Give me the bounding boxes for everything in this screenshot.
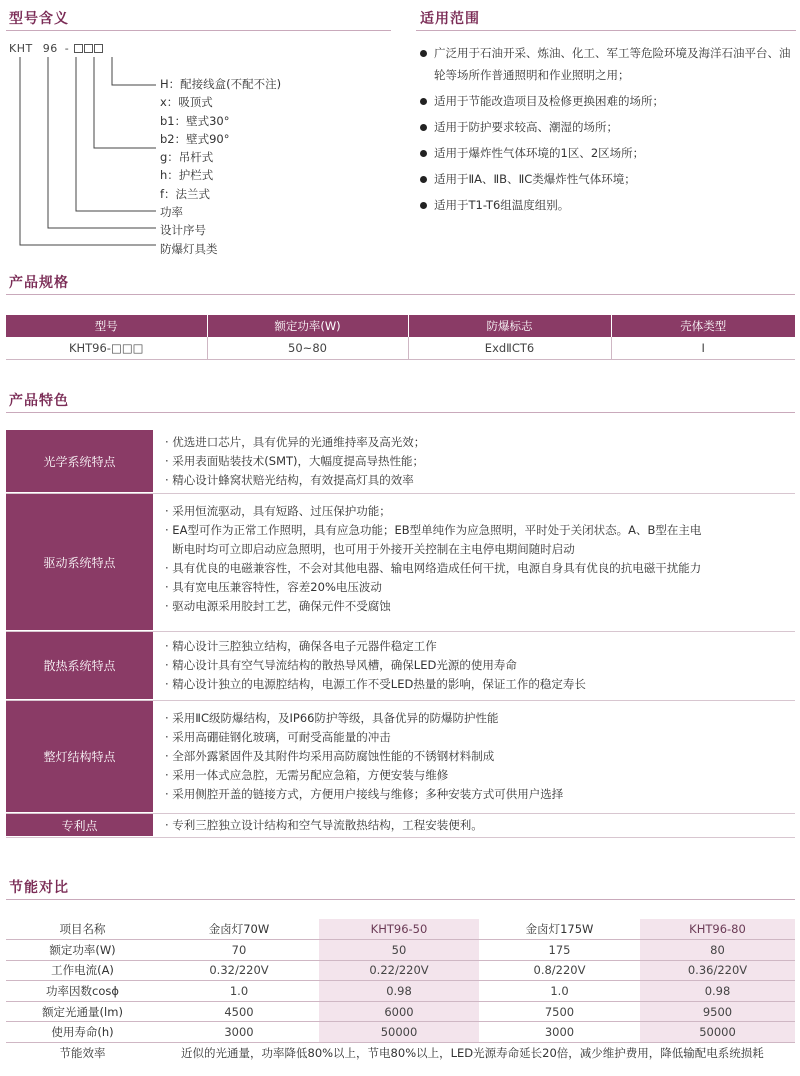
energy-row-label: 功率因数cosϕ	[6, 981, 159, 1002]
tree-line-design-number	[48, 57, 156, 228]
feature-category: 整灯结构特点	[6, 701, 153, 813]
section-rule	[416, 30, 796, 31]
spec-table	[6, 315, 795, 360]
legend-item: g：吊杆式	[160, 150, 214, 165]
feature-row-structure	[6, 701, 795, 814]
spec-header: 额定功率(W)	[207, 315, 408, 337]
feature-category: 光学系统特点	[6, 430, 153, 493]
energy-cell: 70	[159, 940, 319, 961]
energy-cell: 0.8/220V	[479, 960, 640, 981]
energy-cell: 4500	[159, 1001, 319, 1022]
energy-cell: 0.22/220V	[319, 960, 479, 981]
feature-items	[153, 632, 795, 700]
feature-item: · EA型可作为正常工作照明，具有应急功能；EB型单纯作为应急照明，平时处于关闭状态。A、B型在主电	[165, 523, 702, 537]
feature-category: 专利点	[6, 814, 153, 837]
feature-items	[153, 814, 795, 837]
feature-item: · 采用一体式应急腔，无需另配应急箱，方便安装与维修	[165, 768, 449, 782]
feature-item: 断电时均可立即启动应急照明，也可用于外接开关控制在主电停电期间随时启动	[165, 542, 575, 556]
energy-cell: 0.36/220V	[640, 960, 795, 981]
spec-cell: Ⅰ	[611, 337, 795, 359]
feature-item: · 优选进口芯片，具有优异的光通维持率及高光效；	[165, 435, 426, 449]
section-rule	[6, 899, 795, 900]
model-prefix: KHT	[9, 42, 33, 55]
feature-item: · 具有优良的电磁兼容性，不会对其他电器、输电网络造成任何干扰，电源自身具有优良的抗电磁干扰能力	[165, 561, 702, 575]
energy-header: 金卤灯70W	[159, 919, 319, 940]
feature-item: · 精心设计具有空气导流结构的散热导风槽，确保LED光源的使用寿命	[165, 658, 517, 672]
model-number: 96	[42, 42, 58, 55]
model-dash: -	[64, 42, 70, 55]
spec-header-row	[6, 315, 795, 337]
energy-cell: 0.32/220V	[159, 960, 319, 981]
feature-item: · 专利三腔独立设计结构和空气导流散热结构，工程安装便利。	[165, 818, 483, 832]
feature-items	[153, 494, 795, 631]
energy-cell: 50000	[640, 1022, 795, 1043]
spec-cell: ExdⅡCT6	[408, 337, 611, 359]
scope-item: 适用于爆炸性气体环境的1区、2区场所；	[420, 142, 798, 164]
section-rule	[6, 412, 795, 413]
energy-row	[6, 960, 795, 981]
energy-cell: 6000	[319, 1001, 479, 1022]
feature-item: · 采用表面贴装技术(SMT)，大幅度提高导热性能；	[165, 454, 425, 468]
section-title-spec: 产品规格	[9, 275, 69, 291]
spec-cell: KHT96-□□□	[6, 337, 207, 359]
feature-item: · 采用侧腔开盖的链接方式，方便用户接线与维修；多种安装方式可供用户选择	[165, 787, 564, 801]
energy-row	[6, 940, 795, 961]
spec-row	[6, 337, 795, 359]
feature-item: · 具有宽电压兼容特性，容差20%电压波动	[165, 580, 382, 594]
feature-row-drive	[6, 494, 795, 632]
energy-cell: 50	[319, 940, 479, 961]
features-table	[6, 430, 795, 838]
scope-item: 广泛用于石油开采、炼油、化工、军工等危险环境及海洋石油平台、油轮等场所作普通照明和作业照明之用；	[420, 42, 798, 86]
feature-item: · 驱动电源采用胶封工艺，确保元件不受腐蚀	[165, 599, 391, 613]
section-title-scope: 适用范围	[420, 11, 480, 27]
energy-row-label: 额定光通量(lm)	[6, 1001, 159, 1022]
energy-header: 项目名称	[6, 919, 159, 940]
energy-cell: 7500	[479, 1001, 640, 1022]
feature-category: 散热系统特点	[6, 632, 153, 700]
feature-items	[153, 701, 795, 813]
spec-header: 壳体类型	[611, 315, 795, 337]
legend-item: f：法兰式	[160, 186, 211, 201]
legend-item: H：配接线盒(不配不注)	[160, 77, 282, 91]
energy-cell: 50000	[319, 1022, 479, 1043]
energy-cell: 9500	[640, 1001, 795, 1022]
energy-row	[6, 1001, 795, 1022]
feature-row-thermal	[6, 632, 795, 701]
tree-line-power	[76, 57, 156, 211]
feature-item: · 精心设计三腔独立结构，确保各电子元器件稳定工作	[165, 639, 437, 653]
energy-cell: 0.98	[640, 981, 795, 1002]
section-title-energy: 节能对比	[9, 880, 69, 896]
legend-item: 防爆灯具类	[160, 241, 218, 256]
feature-item: · 采用恒流驱动，具有短路、过压保护功能；	[165, 504, 391, 518]
energy-header: KHT96-50	[319, 919, 479, 940]
feature-item: · 采用ⅡC级防爆结构，及IP66防护等级，具备优异的防爆防护性能	[165, 711, 499, 725]
energy-cell: 1.0	[479, 981, 640, 1002]
feature-item: · 全部外露紧固件及其附件均采用高防腐蚀性能的不锈钢材料制成	[165, 749, 495, 763]
energy-summary-row	[6, 1043, 795, 1064]
energy-row-label: 额定功率(W)	[6, 940, 159, 961]
energy-header: KHT96-80	[640, 919, 795, 940]
section-title-features: 产品特色	[9, 393, 69, 409]
feature-category: 驱动系统特点	[6, 494, 153, 631]
feature-row-optical	[6, 430, 795, 494]
scope-item: 适用于ⅡA、ⅡB、ⅡC类爆炸性气体环境；	[420, 168, 798, 190]
energy-cell: 80	[640, 940, 795, 961]
scope-item: 适用于T1-T6组温度组别。	[420, 194, 798, 216]
legend-item: b1：壁式30°	[160, 113, 230, 128]
scope-item: 适用于防护要求较高、潮湿的场所；	[420, 116, 798, 138]
model-tree-lines	[0, 0, 170, 260]
legend-item: 设计序号	[160, 223, 206, 238]
tree-line-install	[94, 57, 156, 148]
energy-cell: 1.0	[159, 981, 319, 1002]
section-rule	[6, 294, 795, 295]
energy-row-label: 使用寿命(h)	[6, 1022, 159, 1043]
energy-row	[6, 1022, 795, 1043]
energy-summary-label: 节能效率	[59, 1046, 106, 1061]
energy-row	[6, 981, 795, 1002]
model-legend	[160, 75, 281, 258]
scope-list	[420, 42, 798, 220]
legend-item: 功率	[160, 205, 183, 220]
scope-item: 适用于节能改造项目及检修更换困难的场所；	[420, 90, 798, 112]
feature-items	[153, 430, 795, 493]
energy-header: 金卤灯175W	[479, 919, 640, 940]
energy-summary-text: 近似的光通量，功率降低80%以上，节电80%以上，LED光源寿命延长20倍，减少维护费用，降低输配电系统损耗	[181, 1046, 764, 1061]
energy-row-label: 工作电流(A)	[6, 960, 159, 981]
legend-item: h：护栏式	[160, 168, 214, 183]
energy-header-row	[6, 919, 795, 940]
legend-item: b2：壁式90°	[160, 131, 230, 146]
tree-line-box	[112, 57, 156, 85]
spec-header: 防爆标志	[408, 315, 611, 337]
spec-header: 型号	[6, 315, 207, 337]
feature-item: · 采用高硼硅钢化玻璃，可耐受高能量的冲击	[165, 730, 391, 744]
feature-row-patent	[6, 814, 795, 838]
energy-cell: 175	[479, 940, 640, 961]
spec-cell: 50~80	[207, 337, 408, 359]
section-title-model-meaning: 型号含义	[9, 11, 69, 27]
feature-item: · 精心设计独立的电源腔结构，电源工作不受LED热量的影响，保证工作的稳定寿长	[165, 677, 586, 691]
energy-table	[6, 919, 795, 1063]
legend-item: x：吸顶式	[160, 95, 213, 110]
energy-cell: 3000	[159, 1022, 319, 1043]
energy-cell: 3000	[479, 1022, 640, 1043]
feature-item: · 精心设计蜂窝状赔光结构，有效提高灯具的效率	[165, 473, 414, 487]
energy-cell: 0.98	[319, 981, 479, 1002]
